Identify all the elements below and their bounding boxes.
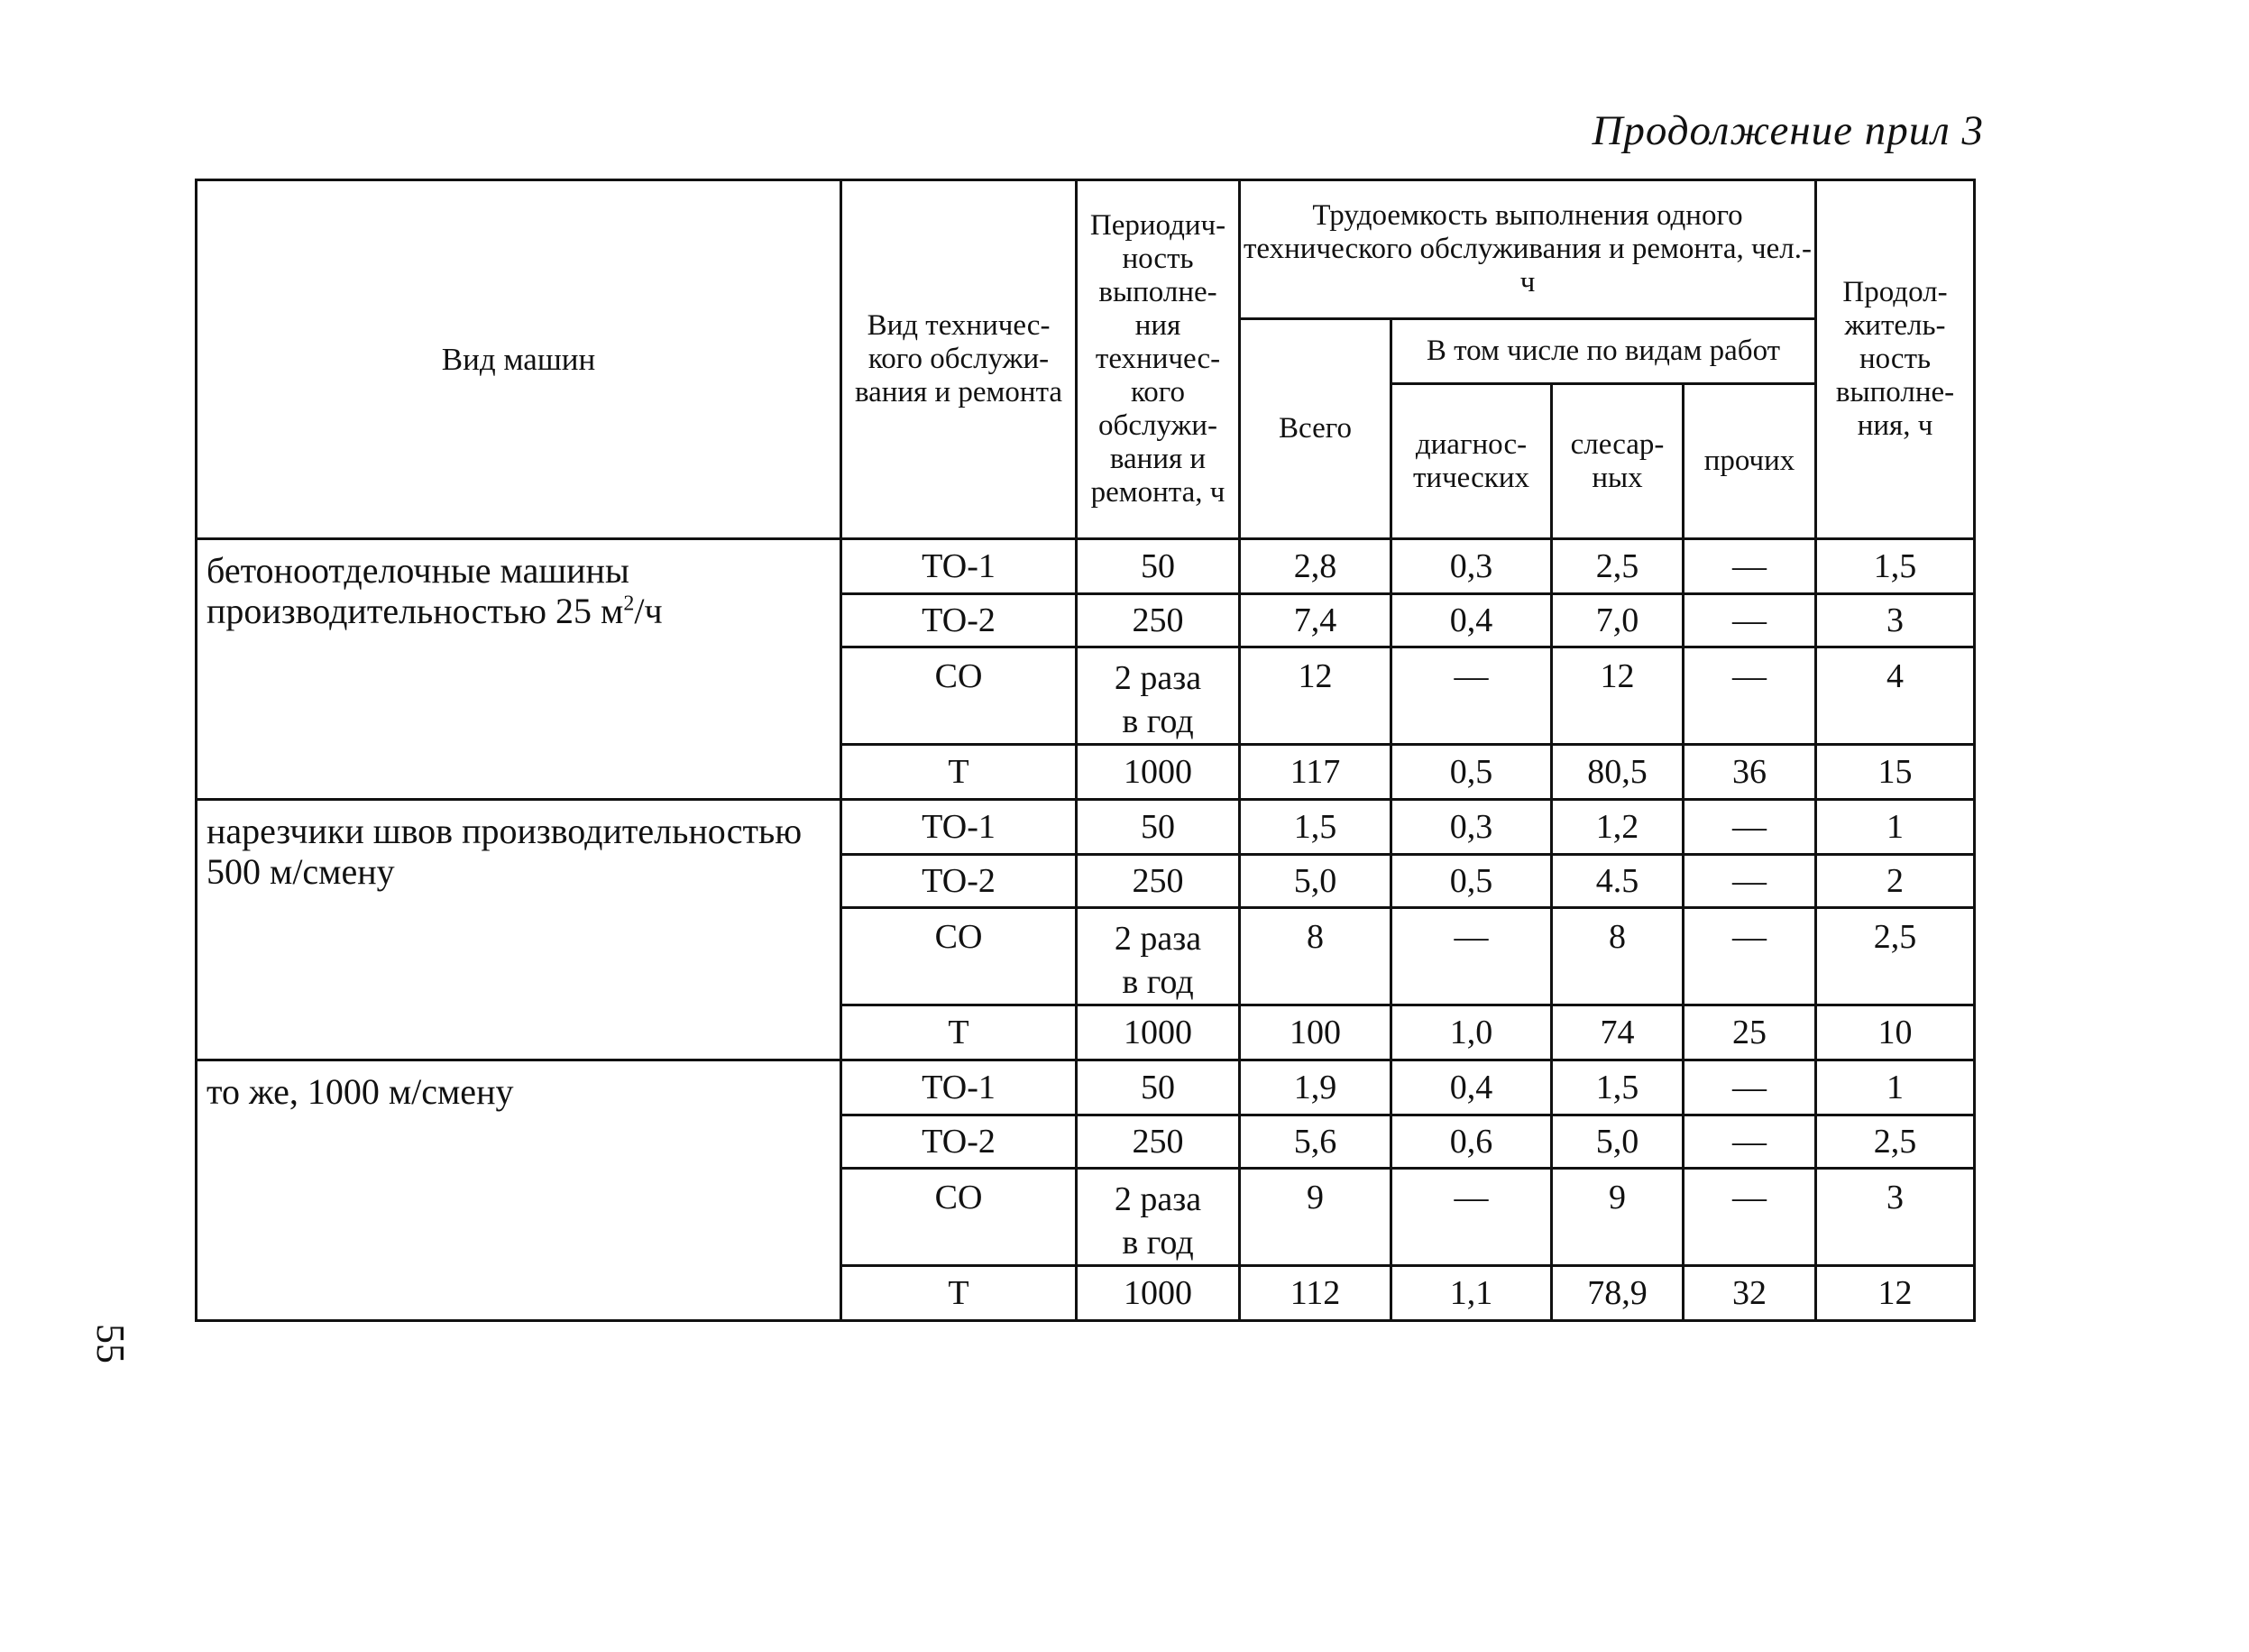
table-row xyxy=(197,1060,1975,1115)
duration-cell: 2,5 xyxy=(1816,908,1975,1005)
diagnostic-cell: 1,0 xyxy=(1391,1005,1552,1060)
fitter-cell: 12 xyxy=(1552,647,1684,745)
header-machine: Вид машин xyxy=(197,180,841,539)
service-type-cell: ТО-2 xyxy=(841,594,1077,647)
header-service-type: Вид техничес-кого обслужи-вания и ремонта xyxy=(841,180,1077,539)
fitter-cell: 80,5 xyxy=(1552,745,1684,800)
machine-name: бетоноотделочные машины производительностью 25 м xyxy=(207,550,629,631)
periodicity-cell: 1000 xyxy=(1077,1005,1240,1060)
caption: Продолжение прил 3 xyxy=(1592,107,1984,154)
total-cell: 112 xyxy=(1240,1266,1391,1321)
table-header xyxy=(197,180,1975,539)
machine-name-suffix: /ч xyxy=(634,590,663,631)
service-type-cell: Т xyxy=(841,745,1077,800)
machine-name-cell xyxy=(197,539,841,800)
total-cell: 12 xyxy=(1240,647,1391,745)
total-cell: 5,6 xyxy=(1240,1115,1391,1169)
service-type-cell: ТО-1 xyxy=(841,1060,1077,1115)
service-type-cell: Т xyxy=(841,1266,1077,1321)
diagnostic-cell: 0,4 xyxy=(1391,1060,1552,1115)
diagnostic-cell: 0,6 xyxy=(1391,1115,1552,1169)
other-cell: — xyxy=(1684,1115,1816,1169)
duration-cell: 3 xyxy=(1816,594,1975,647)
fitter-cell: 9 xyxy=(1552,1169,1684,1266)
duration-cell: 4 xyxy=(1816,647,1975,745)
total-cell: 117 xyxy=(1240,745,1391,800)
fitter-cell: 1,2 xyxy=(1552,800,1684,855)
other-cell: — xyxy=(1684,855,1816,908)
header-diagnostic: диагнос-тических xyxy=(1391,384,1552,539)
fitter-cell: 1,5 xyxy=(1552,1060,1684,1115)
diagnostic-cell: 0,5 xyxy=(1391,855,1552,908)
duration-cell: 2 xyxy=(1816,855,1975,908)
total-cell: 100 xyxy=(1240,1005,1391,1060)
periodicity-cell: 250 xyxy=(1077,1115,1240,1169)
header-other: прочих xyxy=(1684,384,1816,539)
machine-name: то же, 1000 м/смену xyxy=(207,1071,514,1112)
header-fitter: слесар-ных xyxy=(1552,384,1684,539)
other-cell: — xyxy=(1684,647,1816,745)
fitter-cell: 7,0 xyxy=(1552,594,1684,647)
machine-name-cell xyxy=(197,1060,841,1321)
header-total: Всего xyxy=(1240,319,1391,539)
periodicity-cell: 50 xyxy=(1077,800,1240,855)
duration-cell: 10 xyxy=(1816,1005,1975,1060)
service-type-cell: СО xyxy=(841,1169,1077,1266)
fitter-cell: 74 xyxy=(1552,1005,1684,1060)
fitter-cell: 78,9 xyxy=(1552,1266,1684,1321)
machine-name-superscript: 2 xyxy=(623,592,635,616)
service-type-cell: Т xyxy=(841,1005,1077,1060)
duration-cell: 2,5 xyxy=(1816,1115,1975,1169)
duration-cell: 1 xyxy=(1816,800,1975,855)
periodicity-cell: 250 xyxy=(1077,594,1240,647)
total-cell: 9 xyxy=(1240,1169,1391,1266)
periodicity-cell: 2 раза в год xyxy=(1077,1169,1240,1266)
table-body xyxy=(197,539,1975,1321)
other-cell: — xyxy=(1684,539,1816,594)
duration-cell: 1 xyxy=(1816,1060,1975,1115)
total-cell: 5,0 xyxy=(1240,855,1391,908)
total-cell: 1,5 xyxy=(1240,800,1391,855)
periodicity-cell: 2 раза в год xyxy=(1077,647,1240,745)
duration-cell: 3 xyxy=(1816,1169,1975,1266)
other-cell: 36 xyxy=(1684,745,1816,800)
diagnostic-cell: — xyxy=(1391,1169,1552,1266)
duration-cell: 1,5 xyxy=(1816,539,1975,594)
periodicity-cell: 2 раза в год xyxy=(1077,908,1240,1005)
fitter-cell: 4.5 xyxy=(1552,855,1684,908)
diagnostic-cell: — xyxy=(1391,908,1552,1005)
other-cell: 25 xyxy=(1684,1005,1816,1060)
diagnostic-cell: 0,4 xyxy=(1391,594,1552,647)
fitter-cell: 8 xyxy=(1552,908,1684,1005)
header-by-type: В том числе по видам работ xyxy=(1391,319,1816,384)
maintenance-table xyxy=(195,179,1976,1322)
machine-name-cell xyxy=(197,800,841,1060)
service-type-cell: ТО-2 xyxy=(841,1115,1077,1169)
total-cell: 8 xyxy=(1240,908,1391,1005)
table-row xyxy=(197,539,1975,594)
other-cell: — xyxy=(1684,594,1816,647)
periodicity-cell: 1000 xyxy=(1077,1266,1240,1321)
service-type-cell: СО xyxy=(841,647,1077,745)
service-type-cell: ТО-1 xyxy=(841,539,1077,594)
header-duration: Продол-житель-ность выполне-ния, ч xyxy=(1816,180,1975,539)
service-type-cell: СО xyxy=(841,908,1077,1005)
table-row xyxy=(197,800,1975,855)
diagnostic-cell: 0,3 xyxy=(1391,800,1552,855)
fitter-cell: 2,5 xyxy=(1552,539,1684,594)
other-cell: 32 xyxy=(1684,1266,1816,1321)
page-number: 55 xyxy=(88,1324,133,1363)
diagnostic-cell: — xyxy=(1391,647,1552,745)
other-cell: — xyxy=(1684,800,1816,855)
periodicity-cell: 50 xyxy=(1077,539,1240,594)
header-periodicity: Периодич-ность выполне-ния техничес-кого обслужи-вания и ремонта, ч xyxy=(1077,180,1240,539)
fitter-cell: 5,0 xyxy=(1552,1115,1684,1169)
total-cell: 1,9 xyxy=(1240,1060,1391,1115)
diagnostic-cell: 1,1 xyxy=(1391,1266,1552,1321)
periodicity-cell: 250 xyxy=(1077,855,1240,908)
service-type-cell: ТО-2 xyxy=(841,855,1077,908)
service-type-cell: ТО-1 xyxy=(841,800,1077,855)
total-cell: 2,8 xyxy=(1240,539,1391,594)
periodicity-cell: 1000 xyxy=(1077,745,1240,800)
duration-cell: 12 xyxy=(1816,1266,1975,1321)
diagnostic-cell: 0,3 xyxy=(1391,539,1552,594)
header-labor: Трудоемкость выполнения одного технического обслуживания и ремонта, чел.-ч xyxy=(1240,180,1816,319)
diagnostic-cell: 0,5 xyxy=(1391,745,1552,800)
duration-cell: 15 xyxy=(1816,745,1975,800)
other-cell: — xyxy=(1684,908,1816,1005)
other-cell: — xyxy=(1684,1060,1816,1115)
periodicity-cell: 50 xyxy=(1077,1060,1240,1115)
machine-name: нарезчики швов производительностью 500 м/смену xyxy=(207,811,803,892)
other-cell: — xyxy=(1684,1169,1816,1266)
total-cell: 7,4 xyxy=(1240,594,1391,647)
